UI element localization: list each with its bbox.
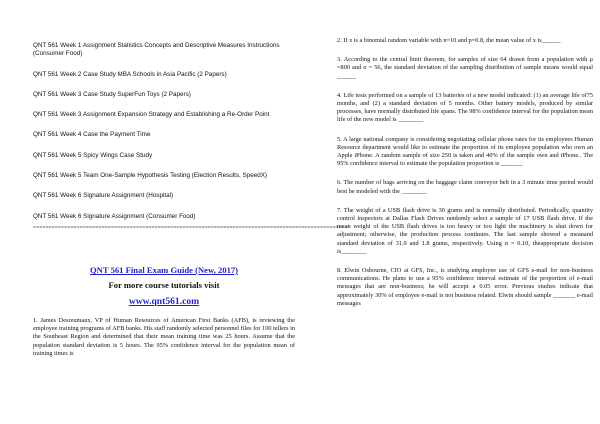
divider-line: ===================================================================================================== xyxy=(33,224,349,231)
question-1: 1. James Desreumaux, VP of Human Resources of American First Banks (AFB), is reviewing the employee training programs of AFB banks. His staff randomly selected personnel files for 100 tellers in the Southeast Region and determined that their mean training time was 25 hours. Assume that the population standard deviation is 5 hours. The 95% confidence interval for the population mean of training times is xyxy=(33,317,295,357)
course-item[interactable]: QNT 561 Week 3 Case Study SuperFun Toys (2 Papers) xyxy=(33,90,191,98)
question-5: 5. A large national company is considering negotiating cellular phone rates for its employees Human Resource department would like to estimate the proportion of its employee population who own an Apple iPhone. A random sample of size 250 is taken and 40% of the sample own and iPhone.. The 95% confidence interval to estimate the population proportion is _______ xyxy=(337,135,593,168)
question-7: 7. The weight of a USB flash drive is 30 grams and is normally distributed. Periodically, quantity control inspectors at Dallas Flash Drives randomly select a sample of 17 USB flash drive. If the mean weight of the USB flash drives is too heavy or too light the machinery is shut down for adjustment; otherwise, the production process continues. The last sample showed a meanand standard deviation of 31.9 and 1.8 grams, respectively. Using α = 0.10, theappropriate decision is________ xyxy=(337,206,593,255)
course-item[interactable]: QNT 561 Week 3 Assignment Expansion Strategy and Establishing a Re-Order Point xyxy=(33,111,270,119)
question-3: 3. According to the central limit theorem, for samples of size 64 drawn from a population with μ =800 and σ = 56, the standard deviation of the sampling distribution of sample means would equal ______ xyxy=(337,56,593,80)
course-list xyxy=(33,42,349,231)
question-8: 8. Elwin Osbourne, CIO at GFS, Inc., is studying employee use of GFS e-mail for non-business communications. He plans to use a 95% confidence interval estimate of the proportion of e-mail messages that are non-business; he will accept a 0.05 error. Previous studies indicate that approximately 30% of employee e-mail is not business related. Elwin should sample _______ e-mail messages xyxy=(337,267,593,307)
guide-title[interactable]: QNT 561 Final Exam Guide (New, 2017) xyxy=(89,265,239,275)
guide-subtitle: For more course tutorials visit xyxy=(108,280,220,290)
course-item[interactable]: QNT 561 Week 6 Signature Assignment (Hospital) xyxy=(33,192,174,200)
question-list xyxy=(337,37,593,319)
question-6: 6. The number of bags arriving on the baggage claim conveyor belt in a 3 minute time period would best be modeled with the ________ xyxy=(337,179,593,195)
course-item[interactable]: QNT 561 Week 4 Case the Payment Time xyxy=(33,131,151,139)
course-item[interactable]: QNT 561 Week 1 Assignment Statistics Concepts and Descriptive Measures Instructions (Consumer Food) xyxy=(33,42,280,58)
course-item[interactable]: QNT 561 Week 2 Case Study MBA Schools in Asia Pacific (2 Papers) xyxy=(33,70,227,78)
website-link[interactable]: www.qnt561.com xyxy=(128,296,200,307)
course-item[interactable]: QNT 561 Week 5 Spicy Wings Case Study xyxy=(33,151,153,159)
course-item[interactable]: QNT 561 Week 6 Signature Assignment (Consumer Food) xyxy=(33,212,196,220)
question-4: 4. Life tests performed on a sample of 13 batteries of a new model indicated: (1) an average life of75 months, and (2) a standard deviation of 5 months. Other battery models, produced by similar processes, have normally distributed life spans. The 98% confidence interval for the population mean life of the new model is ________ xyxy=(337,91,593,124)
question-2: 2. If x is a binomial random variable with n=10 and p=0.8, the mean value of x is______ xyxy=(337,37,561,44)
course-item[interactable]: QNT 561 Week 5 Team One-Sample Hypothesis Testing (Election Results, SpeedX) xyxy=(33,172,268,180)
